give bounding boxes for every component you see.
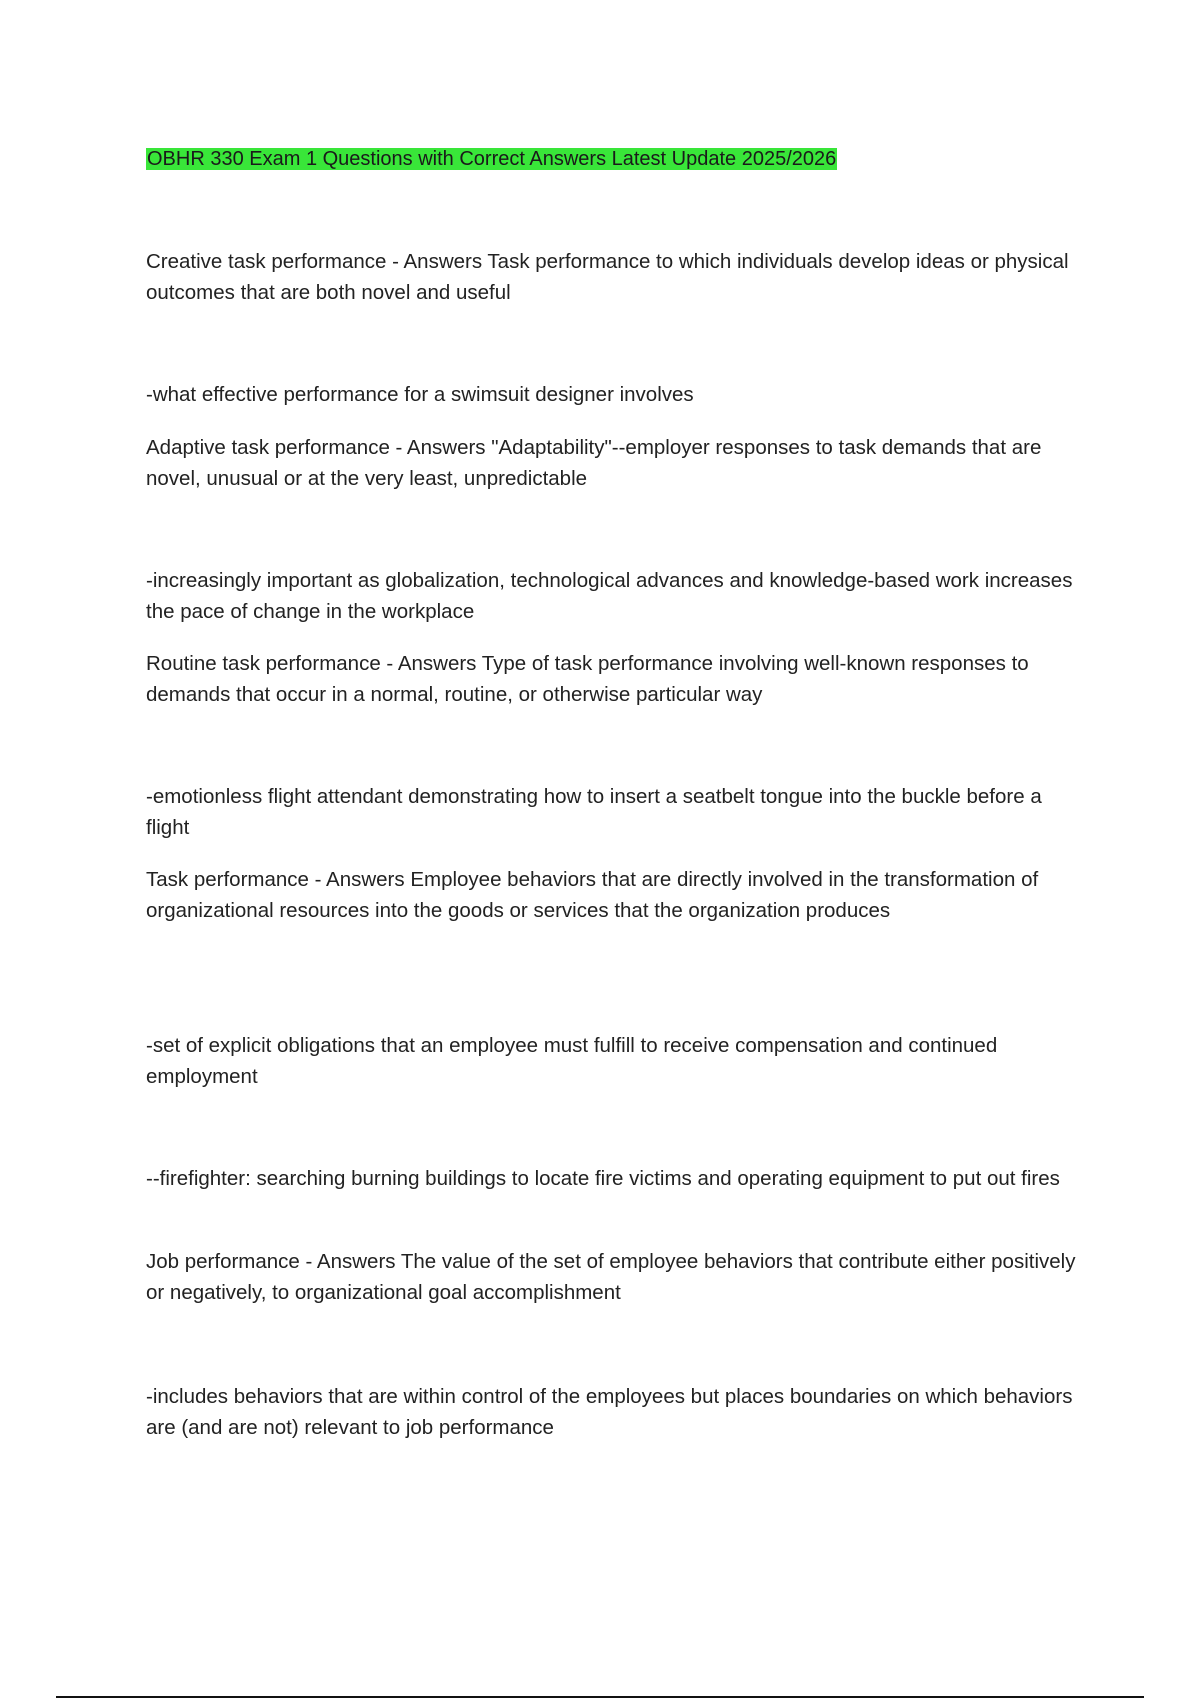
paragraph-swimsuit-designer: -what effective performance for a swimsuit designer involves [146,383,694,406]
paragraph-behaviors-boundaries: -includes behaviors that are within control of the employees but places boundaries on which behaviors are (and are not) relevant to job performance [146,1385,1073,1439]
paragraph-routine-task-performance: Routine task performance - Answers Type of task performance involving well-known responses to demands that occur in a normal, routine, or otherwise particular way [146,652,1029,706]
document-title-text: OBHR 330 Exam 1 Questions with Correct Answers Latest Update 2025/2026 [147,148,837,170]
paragraph-flight-attendant: -emotionless flight attendant demonstrating how to insert a seatbelt tongue into the buckle before a flight [146,785,1042,839]
paragraph-explicit-obligations: -set of explicit obligations that an employee must fulfill to receive compensation and continued employment [146,1034,998,1088]
paragraph-firefighter: --firefighter: searching burning buildings to locate fire victims and operating equipment to put out fires [146,1167,1060,1190]
paragraph-adaptive-task-performance: Adaptive task performance - Answers "Adaptability"--employer responses to task demands that are novel, unusual or at the very least, unpredictable [146,436,1042,490]
paragraph-job-performance: Job performance - Answers The value of the set of employee behaviors that contribute either positively or negatively, to organizational goal accomplishment [146,1250,1076,1304]
paragraph-creative-task-performance: Creative task performance - Answers Task performance to which individuals develop ideas or physical outcomes that are both novel and useful [146,250,1069,304]
paragraph-globalization: -increasingly important as globalization, technological advances and knowledge-based work increases the pace of change in the workplace [146,569,1073,623]
paragraph-task-performance: Task performance - Answers Employee behaviors that are directly involved in the transformation of organizational resources into the goods or services that the organization produces [146,868,1039,922]
footer-divider [56,1696,1144,1698]
document-title [146,146,837,172]
